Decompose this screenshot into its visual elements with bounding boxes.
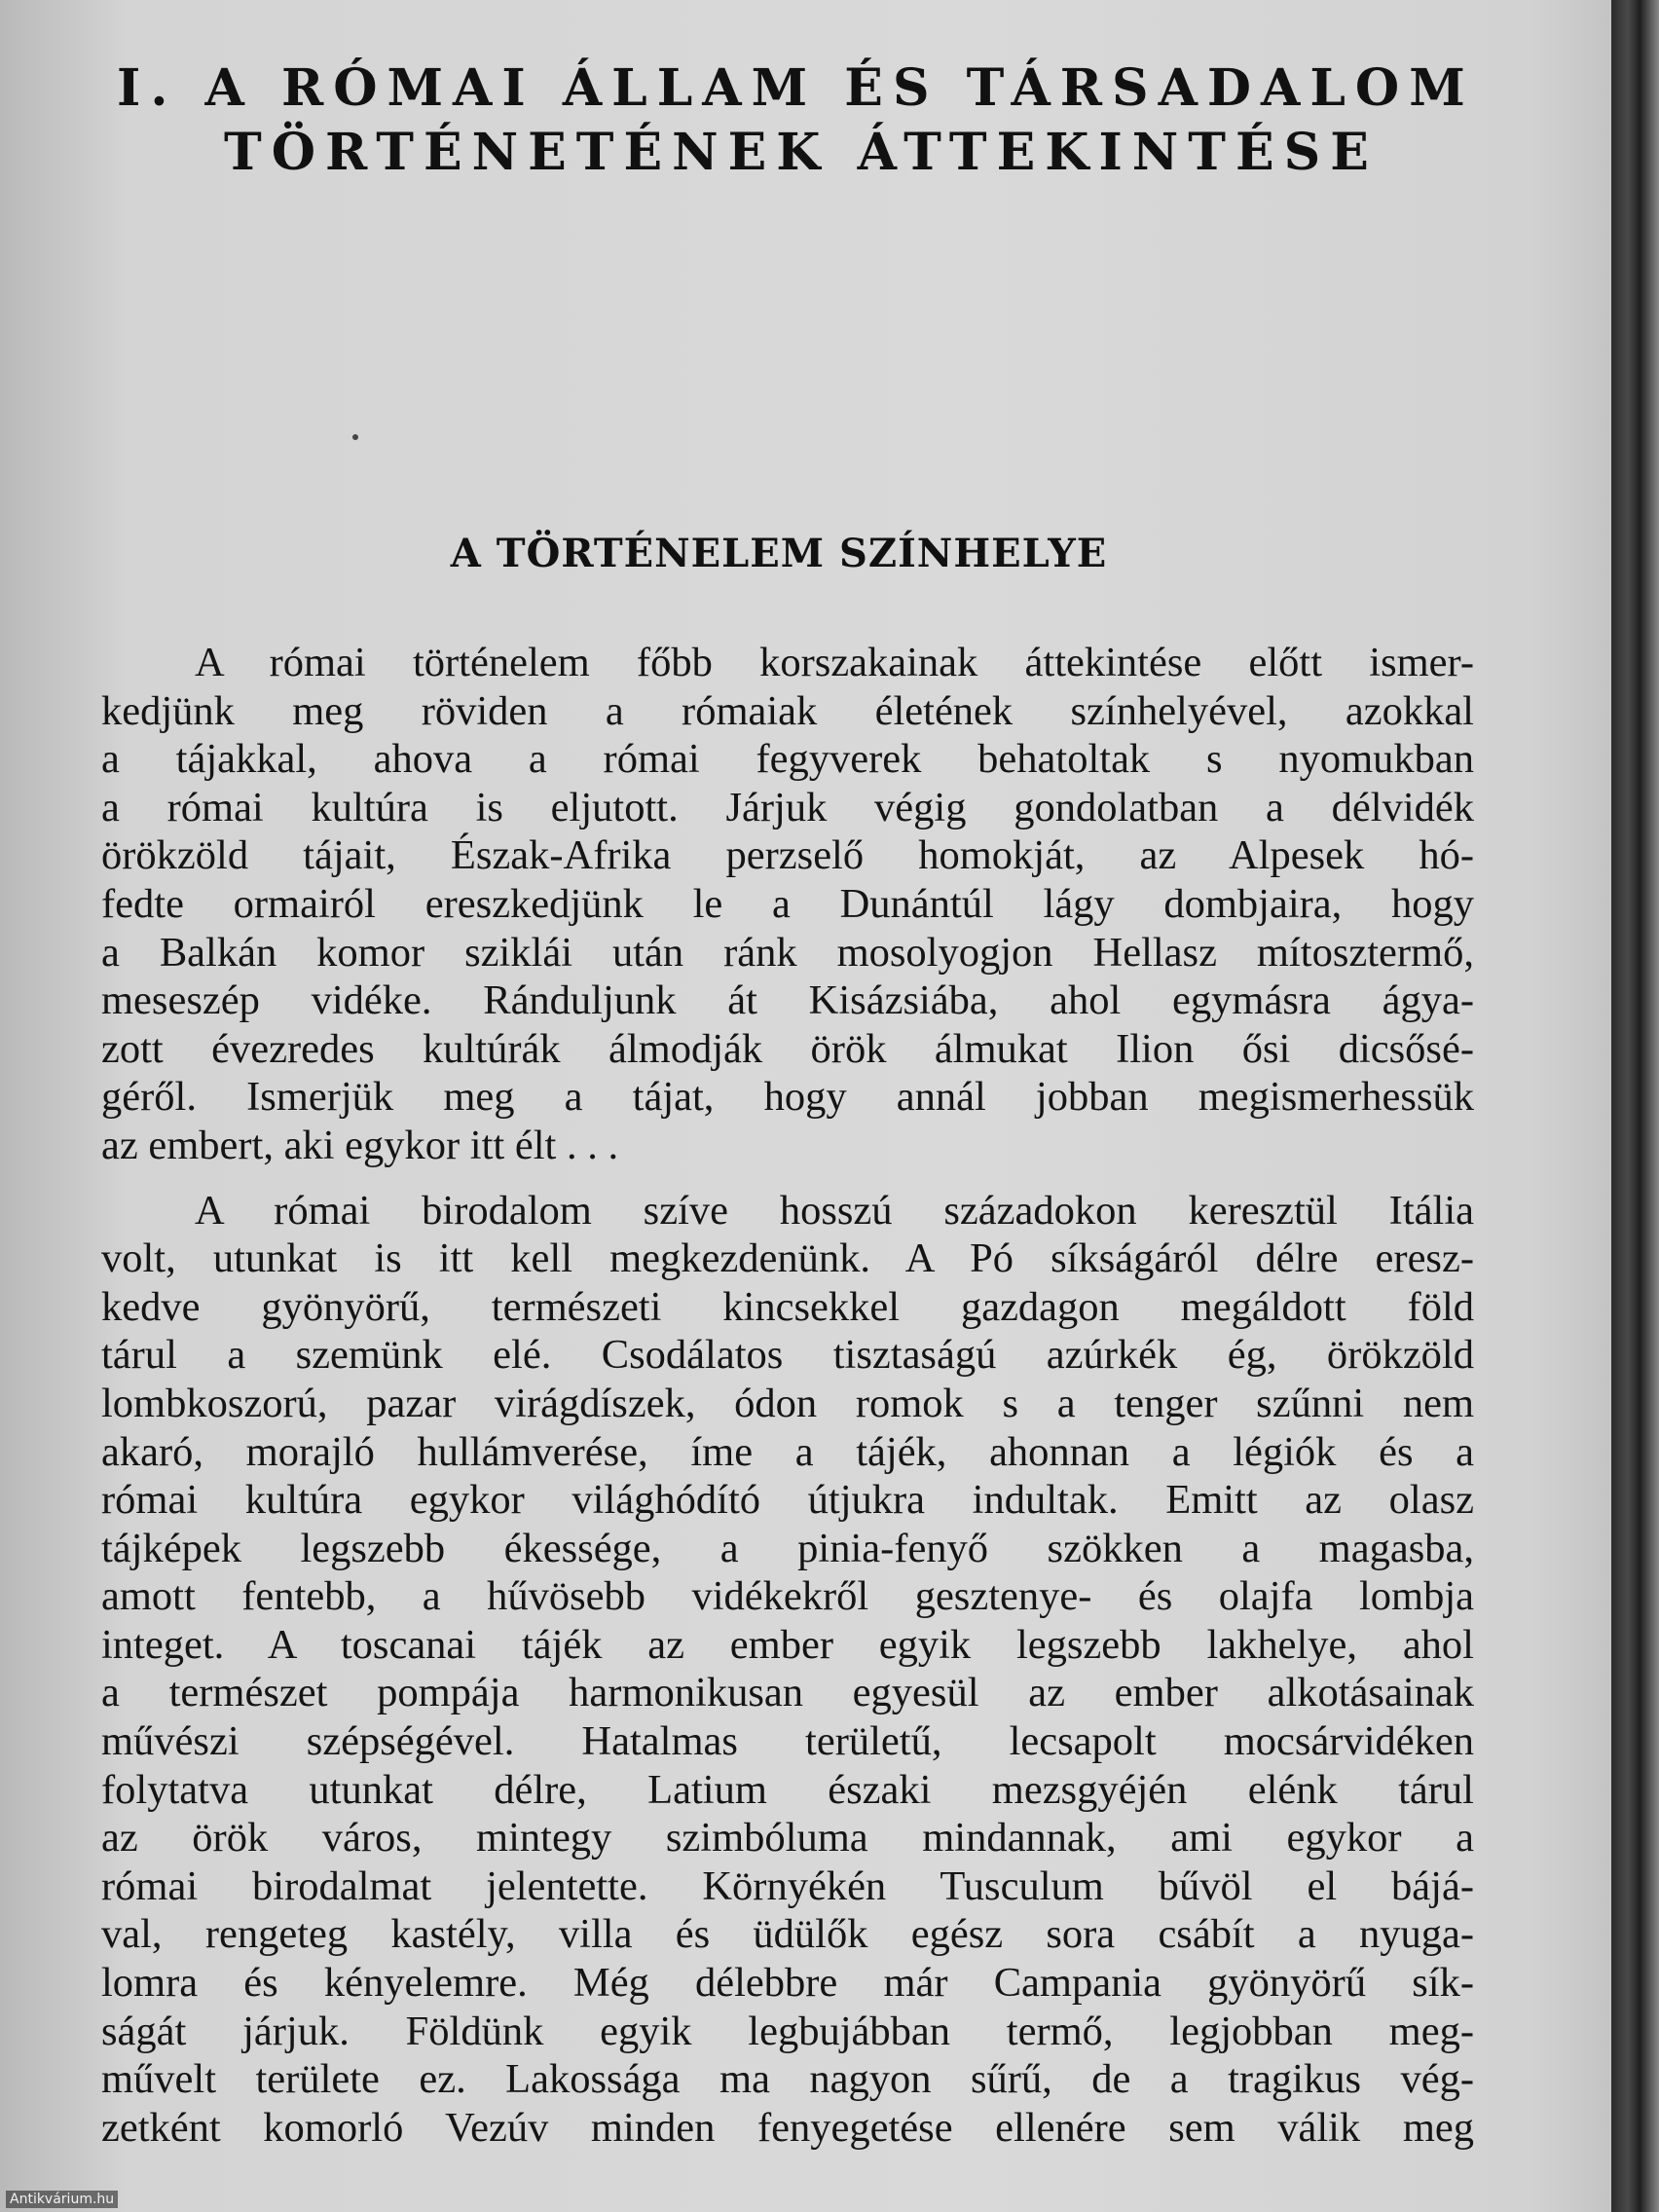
page-edge-shadow	[1611, 0, 1659, 2212]
text-line: val, rengeteg kastély, villa és üdülők egész sora csábít a nyuga-	[101, 1911, 1474, 1958]
text-line: integet. A toscanai tájék az ember egyik legszebb lakhelye, ahol	[101, 1621, 1474, 1668]
text-line: zetként komorló Vezúv minden fenyegetése ellenére sem válik meg	[101, 2104, 1474, 2151]
text-line: római kultúra egykor világhódító útjukra indultak. Emitt az olasz	[101, 1477, 1474, 1524]
text-line: a tájakkal, ahova a római fegyverek behatoltak s nyomukban	[101, 736, 1474, 783]
chapter-title-line-2: TÖRTÉNETÉNEK ÁTTEKINTÉSE	[224, 123, 1379, 182]
chapter-title-line-1: I. A RÓMAI ÁLLAM ÉS TÁRSADALOM	[117, 58, 1475, 118]
text-line: az örök város, mintegy szimbóluma mindannak, ami egykor a	[101, 1815, 1474, 1862]
paragraph-2	[101, 1187, 1474, 2153]
text-line: folytatva utunkat délre, Latium északi mezsgyéjén elénk tárul	[101, 1766, 1474, 1813]
text-line: római birodalmat jelentette. Környékén Tusculum bűvöl el bájá-	[101, 1862, 1474, 1909]
text-line: fedte ormairól ereszkedjünk le a Dunántúl lágy dombjaira, hogy	[101, 880, 1474, 927]
text-line: tájképek legszebb ékessége, a pinia-fenyő szökken a magasba,	[101, 1525, 1474, 1571]
body-text	[101, 639, 1474, 2152]
text-line: volt, utunkat is itt kell megkezdenünk. A Pó síkságáról délre eresz-	[101, 1235, 1474, 1282]
chapter-title	[117, 56, 1480, 185]
paragraph-gap	[101, 1170, 1474, 1187]
text-line: A római birodalom szíve hosszú századokon keresztül Itália	[195, 1187, 1474, 1234]
text-line: kedve gyönyörű, természeti kincsekkel gazdagon megáldott föld	[101, 1283, 1474, 1330]
text-line: tárul a szemünk elé. Csodálatos tisztaságú azúrkék ég, örökzöld	[101, 1332, 1474, 1379]
text-line: örökzöld tájait, Észak-Afrika perzselő homokját, az Alpesek hó-	[101, 832, 1474, 879]
text-line: akaró, morajló hullámverése, íme a tájék, ahonnan a légiók és a	[101, 1428, 1474, 1475]
text-line: géről. Ismerjük meg a tájat, hogy annál jobban megismerhessük	[101, 1074, 1474, 1121]
text-line: amott fentebb, a hűvösebb vidékekről gesztenye- és olajfa lombja	[101, 1573, 1474, 1620]
text-line: kedjünk meg röviden a rómaiak életének színhelyével, azokkal	[101, 687, 1474, 734]
text-line: az embert, aki egykor itt élt . . .	[101, 1122, 619, 1168]
print-speck	[352, 434, 358, 440]
text-line: a természet pompája harmonikusan egyesül az ember alkotásainak	[101, 1670, 1474, 1716]
section-title: A TÖRTÉNELEM SZÍNHELYE	[450, 531, 1108, 576]
text-line: a római kultúra is eljutott. Járjuk végig gondolatban a délvidék	[101, 784, 1474, 830]
text-line: lomra és kényelemre. Még délebbre már Campania gyönyörű sík-	[101, 1960, 1474, 2007]
text-line: meseszép vidéke. Ránduljunk át Kisázsiába, ahol egymásra ágya-	[101, 977, 1474, 1024]
text-line: művészi szépségével. Hatalmas területű, lecsapolt mocsárvidéken	[101, 1718, 1474, 1765]
text-line: a Balkán komor sziklái után ránk mosolyogjon Hellasz mítosztermő,	[101, 929, 1474, 976]
text-line: művelt területe ez. Lakossága ma nagyon sűrű, de a tragikus vég-	[101, 2056, 1474, 2103]
watermark: Antikvárium.hu	[6, 2191, 118, 2208]
text-line: ságát járjuk. Földünk egyik legbujábban termő, legjobban meg-	[101, 2008, 1474, 2054]
text-line: zott évezredes kultúrák álmodják örök álmukat Ilion ősi dicsősé-	[101, 1025, 1474, 1072]
text-line: A római történelem főbb korszakainak áttekintése előtt ismer-	[195, 640, 1474, 685]
paragraph-1	[101, 639, 1474, 1170]
text-line: lombkoszorú, pazar virágdíszek, ódon romok s a tenger szűnni nem	[101, 1380, 1474, 1426]
